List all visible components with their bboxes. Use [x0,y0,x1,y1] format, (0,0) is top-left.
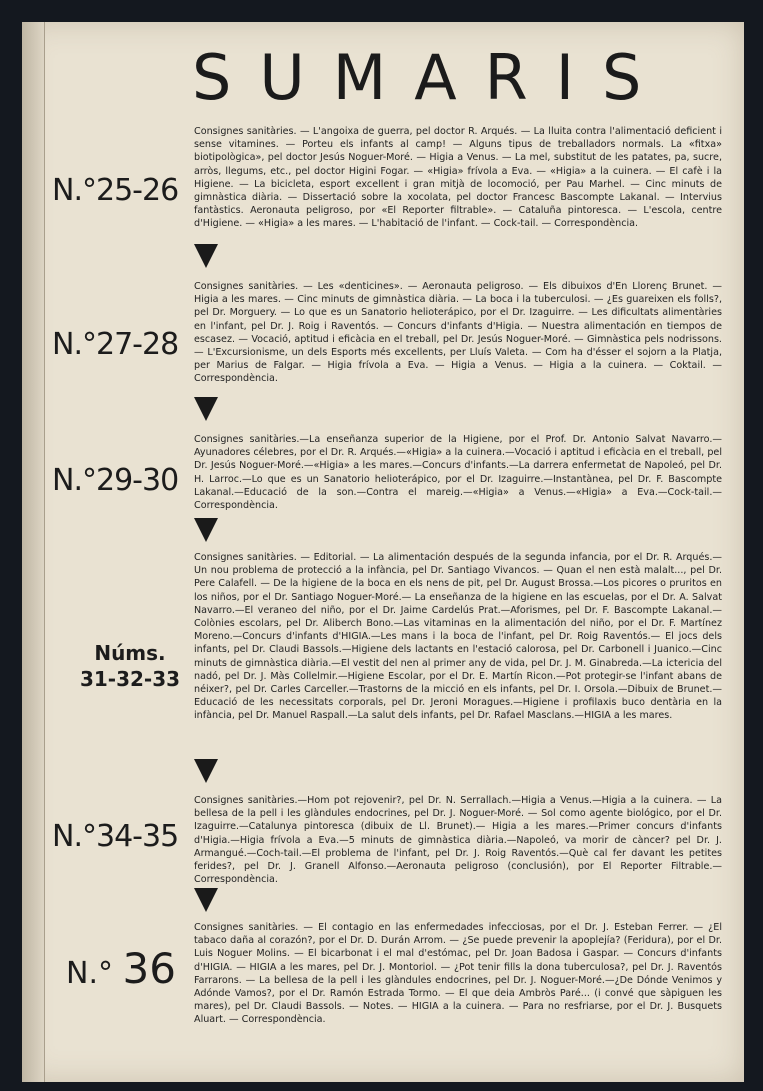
issue-range: 31-32-33 [79,667,181,691]
magazine-page [22,22,744,1082]
issue-number: N.°34-35 [52,819,179,854]
page-spine [22,22,45,1082]
issue-number: N.°27-28 [52,327,179,362]
entry-contents: Consignes sanitàries. — El contagio en las enfermedades infecciosas, por el Dr. J. Esteban Ferrer. — ¿El tabaco daña al corazón?, por el Dr. D. Durán Arrom. — ¿Se puede prevenir la apoplejía? (Feridura), por el Dr. Luis Noguer Molins. — El bicarbonat i el mal d'estómac, pel Dr. Joan Badosa i Gaspar. — Concurs d'infants d'HIGIA. — HIGIA a les mares, pel Dr. J. Montoriol. — ¿Pot tenir fills la dona tuberculosa?, pel Dr. J. Raventós Farrarons. — La bellesa de la pell i les glàndules endocrines, pel Dr. J. Noguer-Moré.—¿De Dónde Venimos y Adónde Vamos?, por el Dr. Ramón Estrada Tormo. — El que deia Ambròs Paré... (i convé que sàpiguen les mares), pel Dr. Claudi Bassols. — Notes. — HIGIA a la cuinera. — Para no resfriarse, por el Dr. J. Busquets Aluart. — Correspondència. [194,922,722,1026]
entry-contents: Consignes sanitàries.—La enseñanza superior de la Higiene, por el Prof. Dr. Antonio Salvat Navarro.—Ayunadores célebres, por el Dr. R. Arqués.—«Higia» a la cuinera.—Vocació i aptitud i eficàcia en el treball, pel Dr. Jesús Noguer-Moré.—«Higia» a les mares.—Concurs d'infants.—La darrera enfermetat de Napoleó, pel Dr. H. Larroc.—Lo que es un Sanatorio helioterápico, por el Dr. Izaguirre.—Instantànea, pel Dr. F. Bascompte Lakanal.—Educació de la son.—Contra el mareig.—«Higia» a Venus.—«Higia» a Eva.—Cock-tail.—Correspondència. [194,434,722,512]
page-title: SUMARIS [192,41,670,114]
down-arrow-icon [194,759,218,783]
issue-label: Núms. [94,641,166,665]
issue-value: 36 [122,944,176,993]
issue-number: N.°29-30 [52,463,179,498]
down-arrow-icon [194,518,218,542]
down-arrow-icon [194,397,218,421]
issue-prefix: N.° [66,956,113,991]
issue-number: N.°25-26 [52,173,179,208]
entry-contents: Consignes sanitàries. — L'angoixa de guerra, pel doctor R. Arqués. — La lluita contra l'alimentació deficient i sense vitamines. — Porteu els infants al camp! — Alguns tipus de treballadors normals. La «fitxa» biotipològica», pel doctor Jesús Noguer-Moré. — Higia a Venus. — La mel, substitut de les patates, pa, sucre, arròs, llegums, etc., pel doctor Higini Fogar. — «Higia» frívola a Eva. — «Higia» a la cuinera. — El cafè i la Higiene. — La bicicleta, esport excellent i gran mitjà de locomoció, per Pau Marhel. — Cinc minuts de gimnàstica diària. — Dissertació sobre la xocolata, pel doctor Francesc Bascompte Lakanal. — Intervius fantàstics. Aeronauta peligroso, por «El Reporter filtrable». — Cataluña pintoresca. — L'escola, centre d'Higiene. — «Higia» a les mares. — L'habitació de l'infant. — Cock-tail. — Correspondència. [194,126,722,230]
issue-number [60,640,200,692]
entry-contents: Consignes sanitàries. — Editorial. — La alimentación después de la segunda infancia, por el Dr. R. Arqués.—Un nou problema de protecció a la infància, pel Dr. Santiago Vivancos. — Quan el nen està malalt..., pel Dr. Pere Calafell. — De la higiene de la boca en els nens de pit, pel Dr. August Brossa.—Los picores o pruritos en los niños, por el Dr. Santiago Noguer-Moré.— La enseñanza de la higiene en las escuelas, por el Dr. A. Salvat Navarro.—El veraneo del niño, por el Dr. Jaime Cardelús Prat.—Aforismes, pel Dr. F. Bascompte Lakanal.—Colònies escolars, pel Dr. Aliberch Bono.—Las vitaminas en la alimentación del niño, por el Dr. F. Martínez Moreno.—Concurs d'infants d'HIGIA.—Les mans i la boca de l'infant, pel Dr. Roig Raventós.— El jocs dels infants, pel Dr. Claudi Bassols.—Higiene dels lactants en l'estació calorosa, pel Dr. Carbonell i Juanico.—Cinc minuts de gimnàstica diària.—El vestit del nen al primer any de vida, pel Dr. J. M. Ginabreda.—La ictericia del nadó, pel Dr. J. Màs Collelmir.—Higiene Escolar, por el Dr. E. Martín Ricon.—Pot protegir-se l'infant abans de néixer?, pel Dr. Carles Carceller.—Trastorns de la micció en els infants, pel Dr. I. Orsola.—Dibuix de Brunet.—Educació de les necessitats corporals, pel Dr. Jeroni Moragues.—Higiene i profilaxis buco dentària en la infància, pel Dr. Manuel Raspall.—La salut dels infants, pel Dr. Rafael Masclans.—HIGIA a les mares. [194,552,722,722]
entry-contents: Consignes sanitàries. — Les «denticines». — Aeronauta peligroso. — Els dibuixos d'En Llorenç Brunet. — Higia a les mares. — Cinc minuts de gimnàstica diària. — La boca i la tuberculosi. — ¿Es guareixen els folls?, pel Dr. Morguery. — Lo que es un Sanatorio helioterápico, por el Dr. Izaguirre. — Les dificultats alimentàries en l'infant, pel Dr. J. Roig i Raventós. — Concurs d'infants d'Higia. — Nuestra alimentación en tiempos de escasez. — Vocació, aptitud i eficàcia en el treball, pel Dr. Jesús Noguer-Moré. — Gimnàstica pels nodrissons. — L'Excursionisme, un dels Esports més excellents, per Lluís Valeta. — Com ha d'ésser el sojorn a la Platja, per Marius de Falgar. — Higia frívola a Eva. — Higia a Venus. — Higia a la cuinera. — Coktail. — Correspondència. [194,281,722,385]
down-arrow-icon [194,888,218,912]
down-arrow-icon [194,244,218,268]
entry-contents: Consignes sanitàries.—Hom pot rejovenir?, pel Dr. N. Serrallach.—Higia a Venus.—Higia a la cuinera. — La bellesa de la pell i les glàndules endocrines, pel Dr. J. Noguer-Moré. — Sol como agente biológico, por el Dr. Izaguirre.—Catalunya pintoresca (dibuix de Ll. Brunet).— Higia a les mares.—Primer concurs d'infants d'Higia.—Higia frívola a Eva.—5 minuts de gimnàstica diària.—Napoleó, va morir de càncer? pel Dr. J. Armangué.—Coch-tail.—El problema de l'infant, pel Dr. J. Roig Raventós.—Què cal fer davant les petites ferides?, pel Dr. J. Granell Alfonso.—Aeronauta peligroso (conclusión), por El Reporter Filtrable.—Correspondència. [194,795,722,886]
